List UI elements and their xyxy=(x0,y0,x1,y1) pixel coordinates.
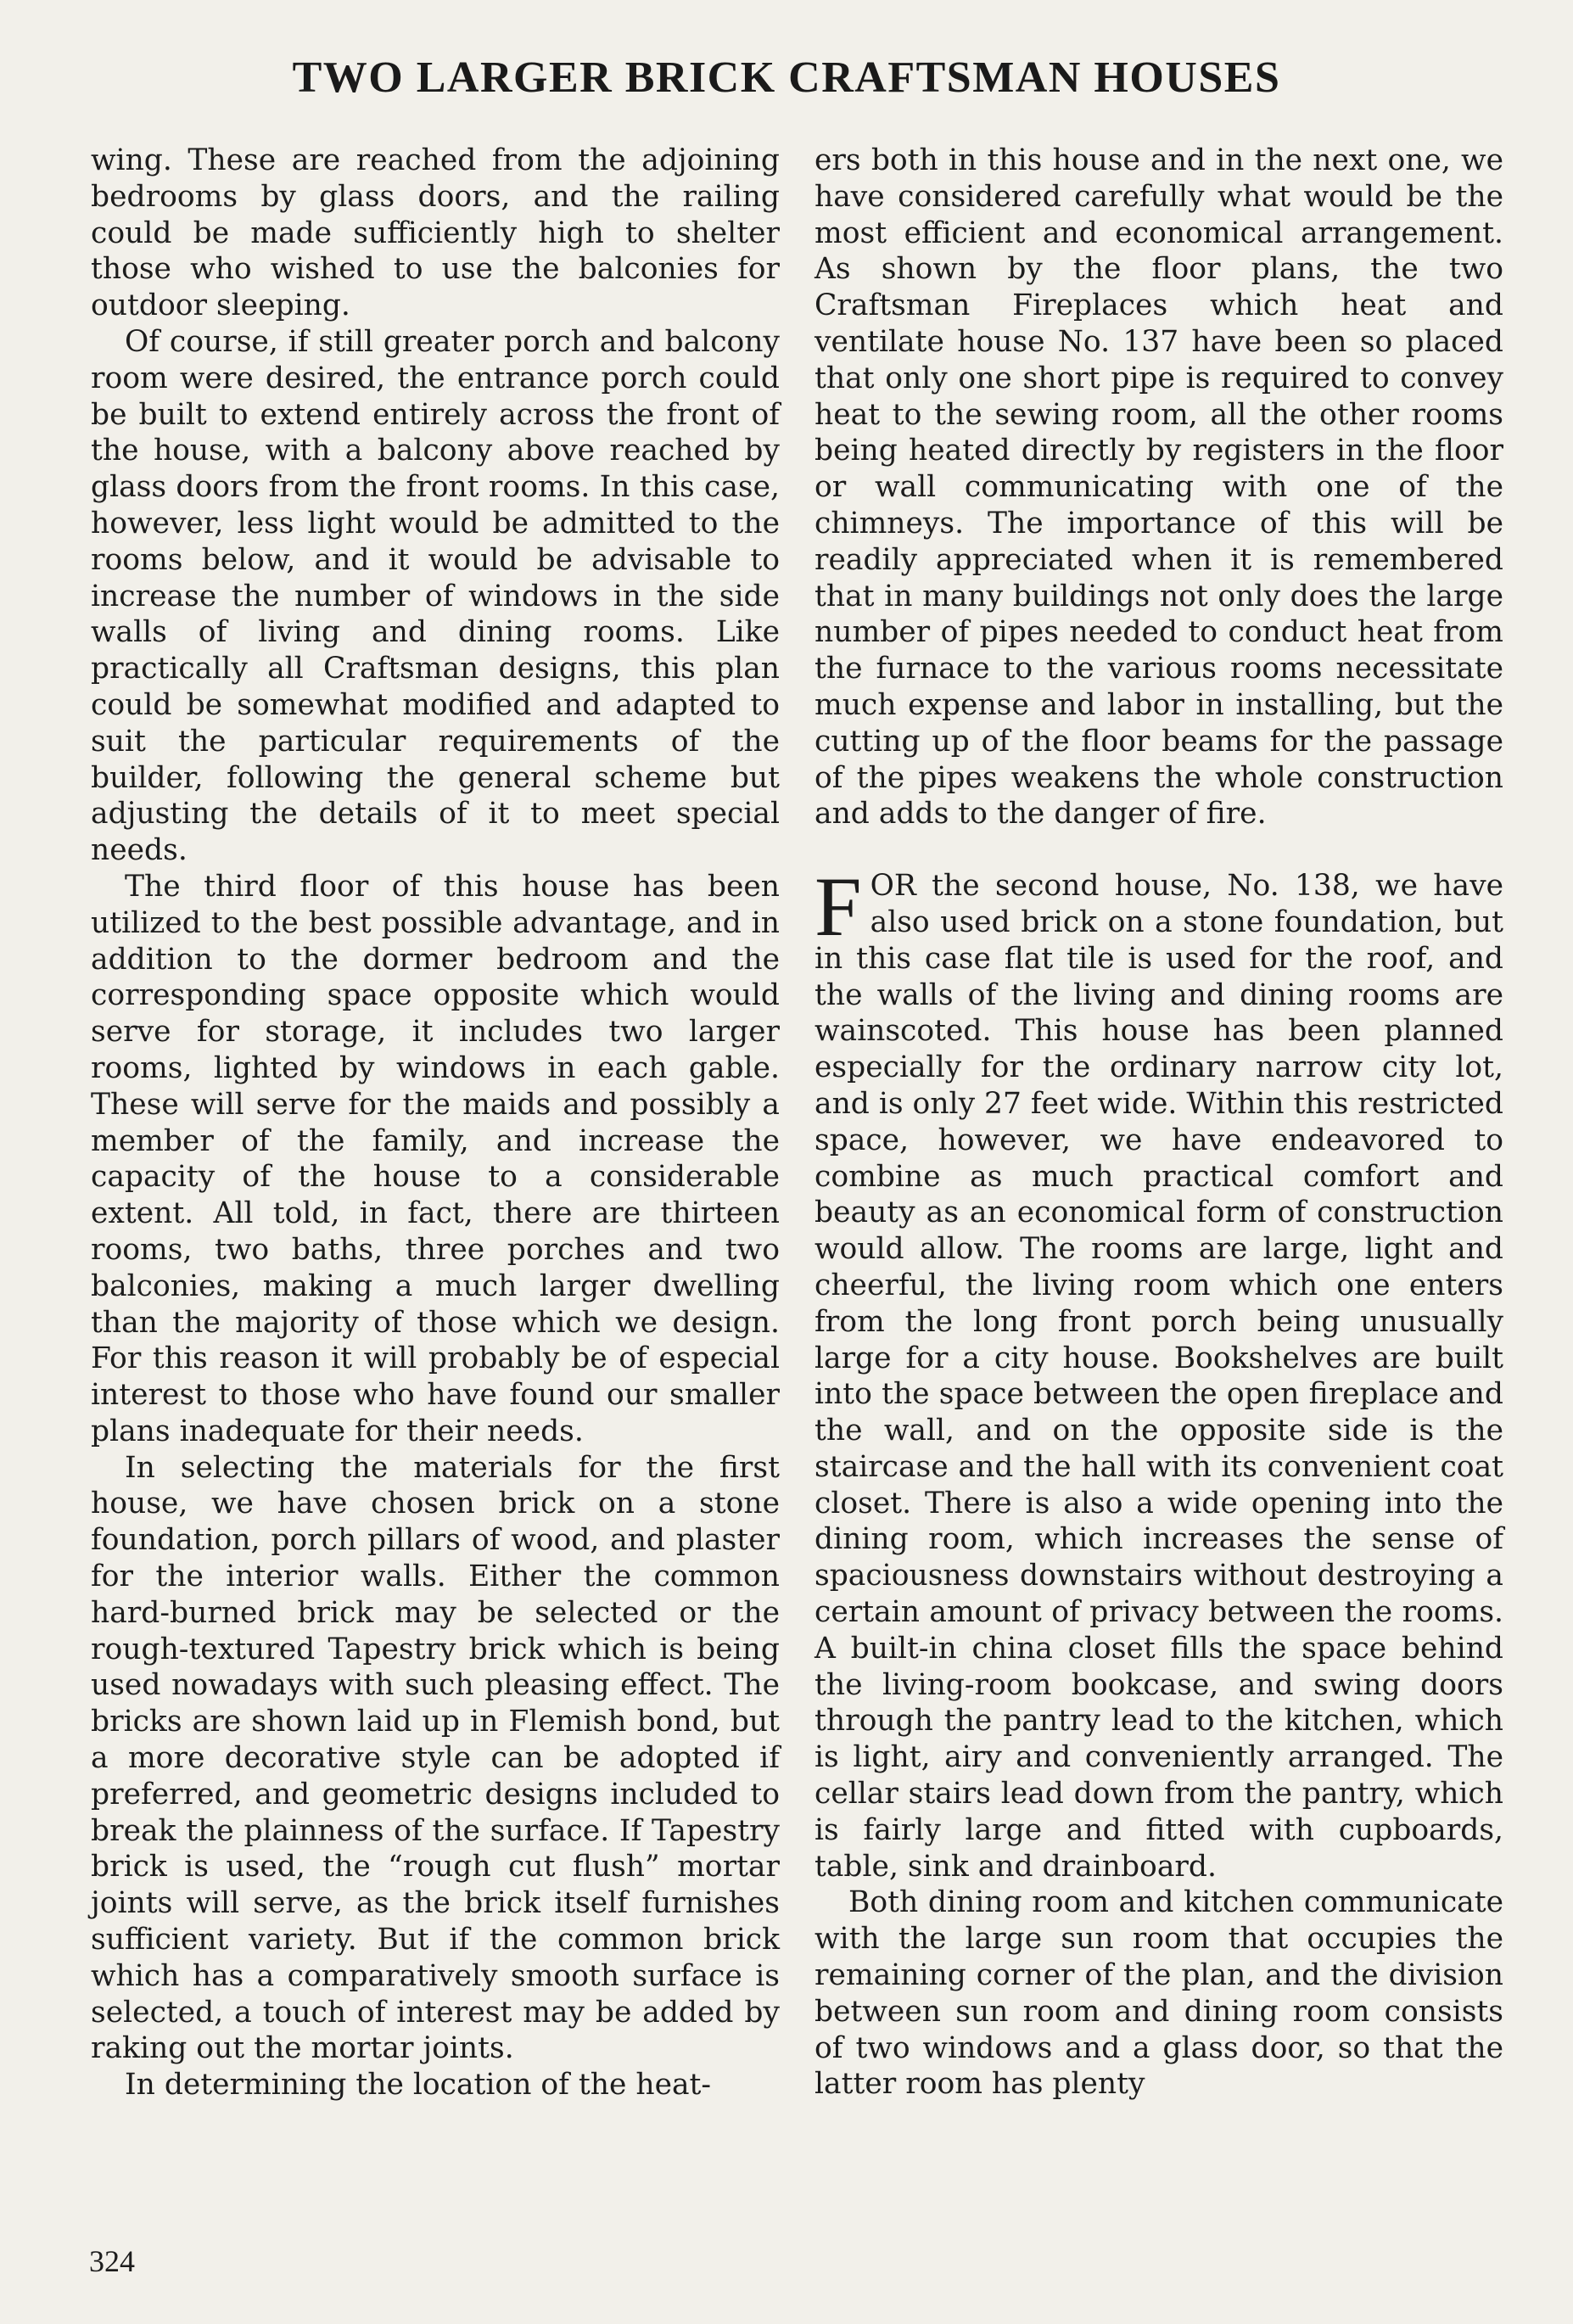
left-column xyxy=(91,143,780,2103)
paragraph: ers both in this house and in the next one, we have considered carefully what would be the most efficient and economical arrangement. As shown by the floor plans, the two Craftsman Fireplaces which heat and ventilate house No. 137 have been so placed that only one short pipe is required to convey heat to the sewing room, all the other rooms being heated directly by registers in the floor or wall communicating with one of the chimneys. The importance of this will be readily appreciated when it is remembered that in many buildings not only does the large number of pipes needed to conduct heat from the furnace to the various rooms necessitate much expense and labor in installing, but the cutting up of the floor beams for the passage of the pipes weakens the whole construction and adds to the danger of fire. xyxy=(814,143,1503,832)
section-divider xyxy=(814,832,1503,868)
page-number: 324 xyxy=(89,2244,135,2278)
paragraph: In selecting the materials for the first house, we have chosen brick on a stone foundation, porch pillars of wood, and plaster for the interior walls. Either the common hard-burned brick may be selected or the rough-textured Tapestry brick which is being used nowadays with such pleasing effect. The bricks are shown laid up in Flemish bond, but a more decorative style can be adopted if preferred, and geometric designs included to break the plainness of the surface. If Tapestry brick is used, the “rough cut flush” mortar joints will serve, as the brick itself furnishes sufficient variety. But if the common brick which has a comparatively smooth surface is selected, a touch of interest may be added by raking out the mortar joints. xyxy=(91,1450,780,2066)
paragraph-text: OR the second house, No. 138, we have also used brick on a stone foundation, but in this case flat tile is used for the roof, and the walls of the living and dining rooms are wainscoted. This house has been planned especially for the ordinary narrow city lot, and is only 27 feet wide. Within this restricted space, however, we have endeavored to combine as much practical comfort and beauty as an economical form of construction would allow. The rooms are large, light and cheerful, the living room which one enters from the long front porch being unusually large for a city house. Bookshelves are built into the space between the open fireplace and the wall, and on the opposite side is the staircase and the hall with its convenient coat closet. There is also a wide opening into the dining room, which increases the sense of spaciousness downstairs without destroying a certain amount of privacy between the rooms. A built-in china closet fills the space behind the living-room bookcase, and swing doors through the pantry lead to the kitchen, which is light, airy and conveniently arranged. The cellar stairs lead down from the pantry, which is fairly large and fitted with cupboards, table, sink and drainboard. xyxy=(814,869,1503,1884)
right-column xyxy=(814,143,1503,2103)
dropcap: F xyxy=(814,860,862,955)
paragraph: The third floor of this house has been utilized to the best possible advantage, and in addition to the dormer bedroom and the corresponding space opposite which would serve for storage, it includes two larger rooms, lighted by windows in each gable. These will serve for the maids and possibly a member of the family, and increase the capacity of the house to a considerable extent. All told, in fact, there are thirteen rooms, two baths, three porches and two balconies, making a much larger dwelling than the majority of those which we design. For this reason it will probably be of especial interest to those who have found our smaller plans inadequate for their needs. xyxy=(91,869,780,1448)
paragraph: Of course, if still greater porch and balcony room were desired, the entrance porch could be built to extend entirely across the front of the house, with a balcony above reached by glass doors from the front rooms. In this case, however, less light would be admitted to the rooms below, and it would be advisable to increase the number of windows in the side walls of living and dining rooms. Like practically all Craftsman designs, this plan could be somewhat modified and adapted to suit the particular requirements of the builder, following the general scheme but adjusting the details of it to meet special needs. xyxy=(91,324,780,868)
paragraph-with-dropcap xyxy=(814,860,1503,1884)
paragraph: wing. These are reached from the adjoining bedrooms by glass doors, and the railing could be made sufficiently high to shelter those who wished to use the balconies for outdoor sleeping. xyxy=(91,143,780,323)
paragraph: In determining the location of the heat- xyxy=(125,2068,712,2103)
paragraph: Both dining room and kitchen communicate with the large sun room that occupies the remaining corner of the plan, and the division between sun room and dining room consists of two windows and a glass door, so that the latter room has plenty xyxy=(814,1885,1503,2102)
page-title: TWO LARGER BRICK CRAFTSMAN HOUSES xyxy=(292,53,1281,102)
